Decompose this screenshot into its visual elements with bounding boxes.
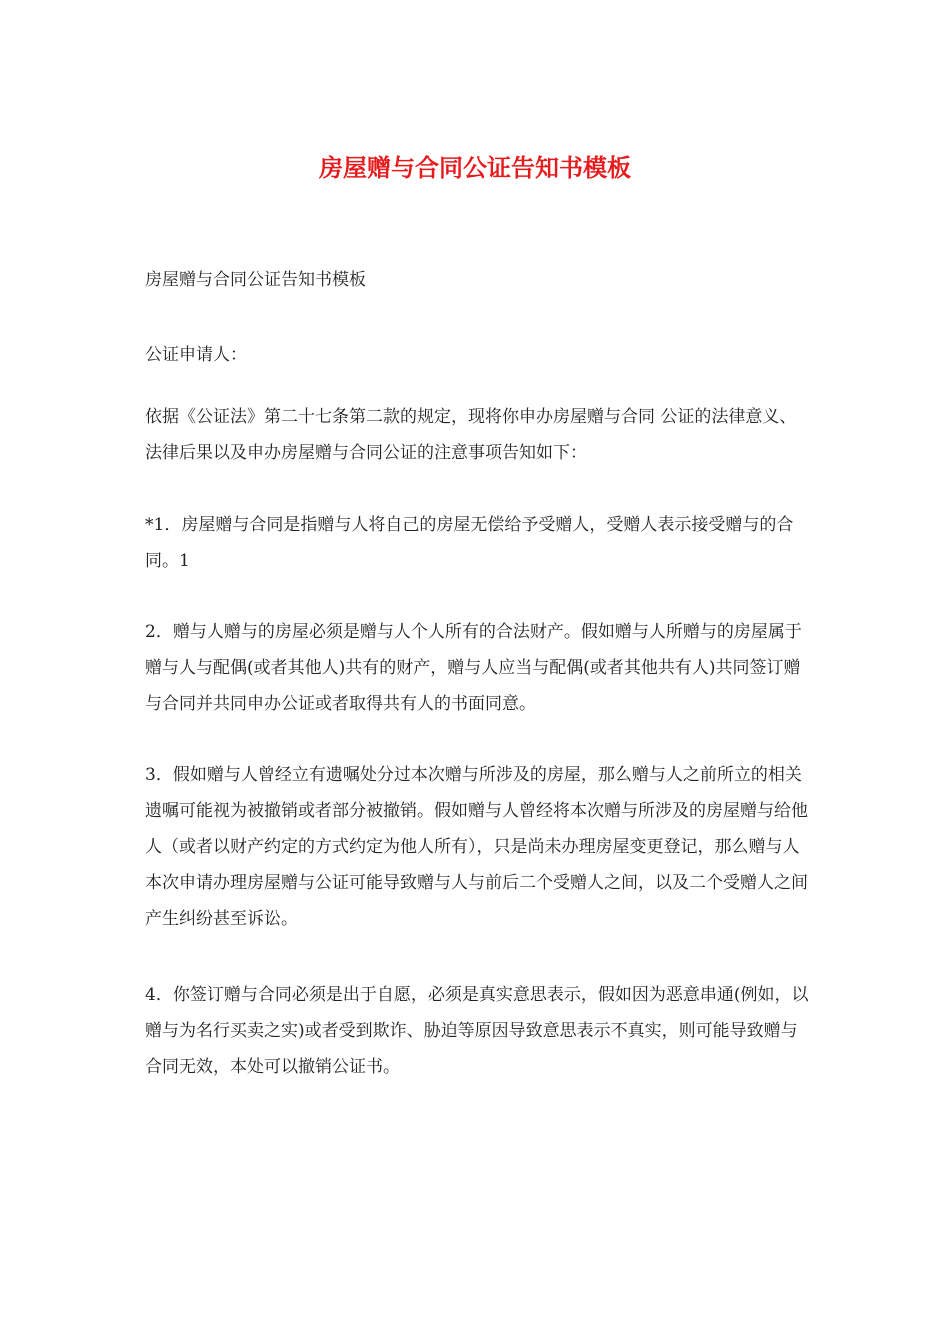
document-subtitle: 房屋赠与合同公证告知书模板	[145, 270, 366, 290]
notice-item-3: 3．假如赠与人曾经立有遗嘱处分过本次赠与所涉及的房屋，那么赠与人之前所立的相关遗嘱可能视为被撤销或者部分被撤销。假如赠与人曾经将本次赠与所涉及的房屋赠与给他人（或者以财产约定的方式约定为他人所有），只是尚未办理房屋变更登记，那么赠与人本次申请办理房屋赠与公证可能导致赠与人与前后二个受赠人之间，以及二个受赠人之间产生纠纷甚至诉讼。	[145, 765, 808, 929]
notice-item-1: *1．房屋赠与合同是指赠与人将自己的房屋无偿给予受赠人，受赠人表示接受赠与的合同。1	[145, 515, 794, 571]
document-title: 房屋赠与合同公证告知书模板	[319, 153, 631, 182]
recipient-salutation: 公证申请人：	[145, 345, 247, 365]
notice-item-4: 4．你签订赠与合同必须是出于自愿，必须是真实意思表示，假如因为恶意串通(例如，以赠与为名行买卖之实)或者受到欺诈、胁迫等原因导致意思表示不真实，则可能导致赠与合同无效，本处可以撤销公证书。	[145, 985, 809, 1077]
intro-paragraph: 依据《公证法》第二十七条第二款的规定，现将你申办房屋赠与合同 公证的法律意义、法律后果以及申办房屋赠与合同公证的注意事项告知如下：	[145, 407, 797, 463]
notice-item-2: 2．赠与人赠与的房屋必须是赠与人个人所有的合法财产。假如赠与人所赠与的房屋属于赠与人与配偶(或者其他人)共有的财产，赠与人应当与配偶(或者其他共有人)共同签订赠与合同并共同申办公证或者取得共有人的书面同意。	[145, 622, 802, 714]
